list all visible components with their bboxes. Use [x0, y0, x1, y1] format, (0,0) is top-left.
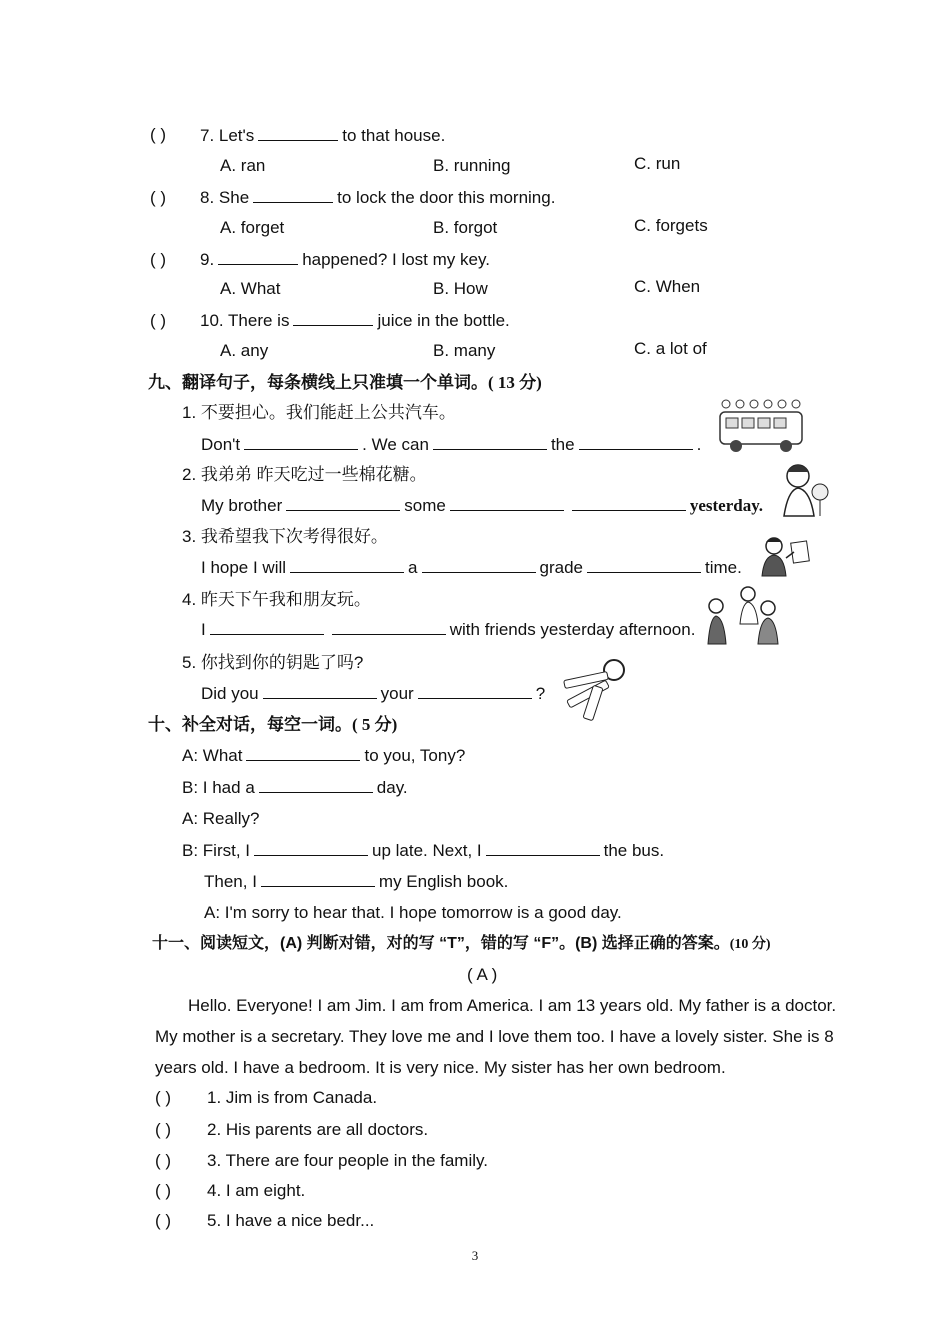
tf-4-paren: ( ) — [155, 1181, 172, 1200]
boy-with-test-paper-illustration — [758, 534, 816, 578]
sec9-item-1-english: Don't . We can the . — [201, 435, 702, 454]
mc-9-option-b: B. How — [433, 279, 488, 298]
dialogue-line-6: A: I'm sorry to hear that. I hope tomorrow is a good day. — [204, 903, 622, 922]
section-11-heading: 十一、阅读短文，(A) 判断对错，对的写 “T”，错的写 “F”。(B) 选择正确的答案。(10 分) — [152, 935, 771, 952]
dialogue-line-4: B: First, I up late. Next, I the bus. — [182, 841, 665, 860]
mc-8-option-b: B. forgot — [433, 218, 498, 237]
dialogue-line-2: B: I had a day. — [182, 778, 408, 797]
passage-line-2: My mother is a secretary. They love me and I love them too. I have a lovely sister. She is 8 — [155, 1027, 834, 1046]
tf-2-paren: ( ) — [155, 1120, 172, 1139]
passage-line-1: Hello. Everyone! I am Jim. I am from America. I am 13 years old. My father is a doctor. — [188, 996, 837, 1015]
tf-5-paren: ( ) — [155, 1211, 172, 1230]
tf-1-text: 1. Jim is from Canada. — [207, 1088, 378, 1107]
tf-3-text: 3. There are four people in the family. — [207, 1151, 488, 1170]
section-9-heading: 九、翻译句子，每条横线上只准填一个单词。( 13 分) — [148, 373, 542, 392]
tf-3-paren: ( ) — [155, 1151, 172, 1170]
sec9-item-5-english: Did you your ? — [201, 684, 546, 703]
sec9-item-1-chinese: 1. 不要担心。我们能赶上公共汽车。 — [182, 403, 456, 422]
mc-10-option-b: B. many — [433, 341, 496, 360]
school-bus-illustration — [716, 398, 808, 456]
section-10-heading: 十、补全对话，每空一词。( 5 分) — [148, 715, 398, 734]
mc-9-option-a: A. What — [220, 279, 281, 298]
page-number: 3 — [471, 1248, 479, 1263]
mc-9-paren: ( ) — [150, 250, 167, 269]
tf-5-text: 5. I have a nice bedr... — [207, 1211, 375, 1230]
tf-5-cropped — [150, 1210, 410, 1230]
sec9-item-4-english: I with friends yesterday afternoon. — [201, 620, 696, 639]
sec9-item-3-chinese: 3. 我希望我下次考得很好。 — [182, 527, 388, 546]
mc-7-option-b: B. running — [433, 156, 511, 175]
kids-playing-illustration — [704, 584, 782, 646]
dialogue-line-5: Then, I my English book. — [204, 872, 509, 891]
part-a-label: ( A ) — [467, 965, 498, 984]
mc-8-option-a: A. forget — [220, 218, 285, 237]
tf-1-paren: ( ) — [155, 1088, 172, 1107]
sec9-item-4-chinese: 4. 昨天下午我和朋友玩。 — [182, 590, 371, 609]
tf-2-text: 2. His parents are all doctors. — [207, 1120, 429, 1139]
passage-line-3: years old. I have a bedroom. It is very nice. My sister has her own bedroom. — [155, 1058, 726, 1077]
mc-8-option-c: C. forgets — [634, 216, 708, 235]
keys-illustration — [558, 656, 630, 722]
mc-7-paren: ( ) — [150, 125, 167, 144]
mc-9-stem: 9. happened? I lost my key. — [200, 250, 490, 269]
mc-10-option-a: A. any — [220, 341, 269, 360]
dialogue-line-3: A: Really? — [182, 809, 260, 828]
mc-8-stem: 8. She to lock the door this morning. — [200, 188, 556, 207]
mc-10-option-c: C. a lot of — [634, 339, 707, 358]
dialogue-line-1: A: What to you, Tony? — [182, 746, 466, 765]
sec9-item-2-english: My brother some yesterday. — [201, 496, 764, 515]
boy-eating-illustration — [780, 460, 832, 518]
mc-9-option-c: C. When — [634, 277, 701, 296]
mc-10-paren: ( ) — [150, 311, 167, 330]
sec9-item-3-english: I hope I will a grade time. — [201, 558, 742, 577]
sec9-item-5-chinese: 5. 你找到你的钥匙了吗? — [182, 653, 364, 672]
sec9-item-2-chinese: 2. 我弟弟 昨天吃过一些棉花糖。 — [182, 465, 427, 484]
mc-7-stem: 7. Let's to that house. — [200, 126, 446, 145]
mc-10-stem: 10. There is juice in the bottle. — [200, 311, 510, 330]
mc-7-option-c: C. run — [634, 154, 681, 173]
mc-7-option-a: A. ran — [220, 156, 266, 175]
mc-8-paren: ( ) — [150, 188, 167, 207]
tf-4-text: 4. I am eight. — [207, 1181, 306, 1200]
